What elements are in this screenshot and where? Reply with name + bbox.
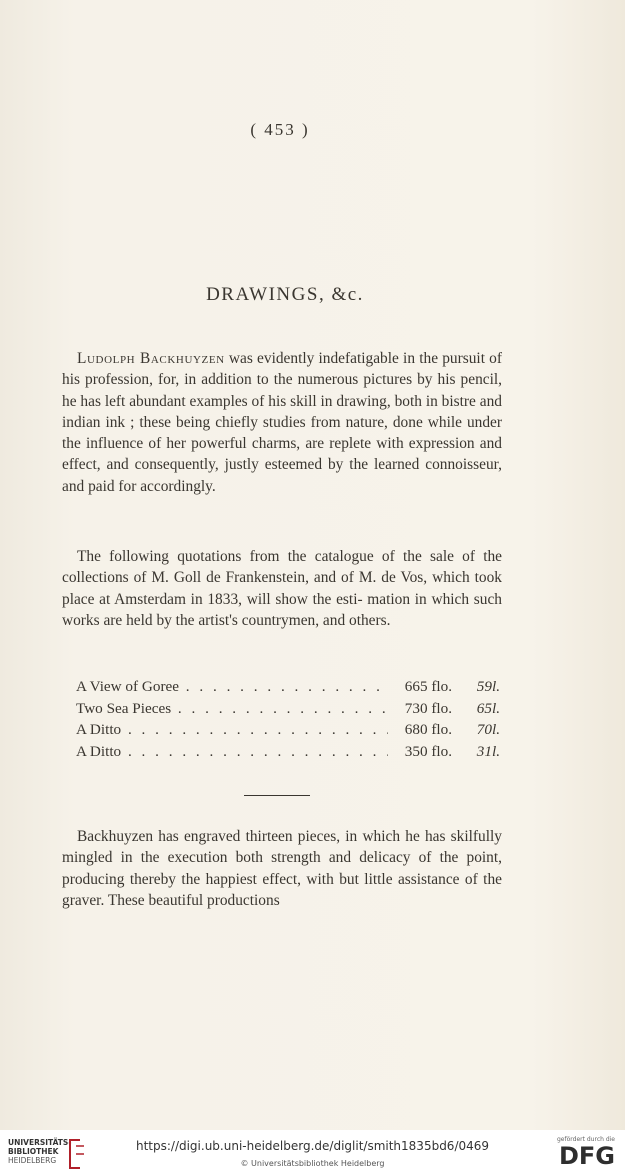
- library-name-line1: UNIVERSITÄTS-: [8, 1138, 72, 1147]
- sales-row: [76, 743, 500, 765]
- library-name-line2: BIBLIOTHEK: [8, 1147, 59, 1156]
- permalink-url[interactable]: https://digi.ub.uni-heidelberg.de/diglit/smith1835bd6/0469: [135, 1139, 490, 1153]
- sale-title: A View of Goree . . .: [76, 678, 388, 696]
- sale-title: A Ditto . . .: [76, 721, 388, 739]
- sale-pounds: 65l.: [476, 699, 500, 717]
- sales-row: [76, 721, 500, 743]
- viewer-footer: [0, 1130, 625, 1176]
- sale-price: 665 flo.: [404, 678, 452, 695]
- sale-price: 730 flo.: [404, 699, 452, 717]
- section-heading: DRAWINGS, &c.: [206, 284, 364, 305]
- artist-name: Ludolph Backhuyzen: [77, 350, 225, 367]
- paragraph-2: The following quotations from the catalogue of the sale of the collections of M. Goll de Frankenstein, and of M. de Vos, which took place at Amsterdam in 1833, will show the esti- mation in which such works are held by the artist's countrymen, and others.: [62, 548, 502, 629]
- sales-table: [76, 678, 500, 764]
- funding-note: gefördert durch die: [557, 1136, 615, 1143]
- sale-price: 680 flo.: [404, 721, 452, 738]
- sale-price: 350 flo.: [404, 742, 452, 760]
- sale-title: A Ditto . . .: [76, 743, 388, 761]
- sales-row: [76, 678, 500, 700]
- sales-row: [76, 700, 500, 722]
- page-number: ( 453 ): [250, 120, 310, 139]
- section-divider: [244, 795, 310, 796]
- paragraph-1: [62, 348, 502, 497]
- dfg-wordmark: DFG: [558, 1142, 615, 1170]
- paragraph-1-text: was evidently indefatigable in the pursuit of his profession, for, in addition to the numerous pictures by his pencil, he has left abundant examples of his skill in drawing, both in bistre and indian ink ; these being chiefly studies from nature, done while under the influence of her powerful charms, are replete with expression and effect, and consequently, justly esteemed by the learned connoisseur, and paid for accordingly.: [62, 350, 502, 495]
- library-name-line3: HEIDELBERG: [8, 1156, 57, 1165]
- sale-pounds: 70l.: [476, 721, 500, 738]
- copyright-notice: © Universitätsbibliothek Heidelberg: [240, 1159, 385, 1168]
- sale-pounds: 59l.: [476, 678, 500, 695]
- paragraph-3: Backhuyzen has engraved thirteen pieces, in which he has skilfully mingled in the execution both strength and delicacy of the point, producing thereby the happiest effect, with but little assistance of the graver. These beautiful productions: [62, 828, 502, 909]
- sale-pounds: 31l.: [476, 742, 500, 760]
- sale-title: Two Sea Pieces . . .: [76, 700, 388, 718]
- dfg-logo[interactable]: [553, 1136, 615, 1169]
